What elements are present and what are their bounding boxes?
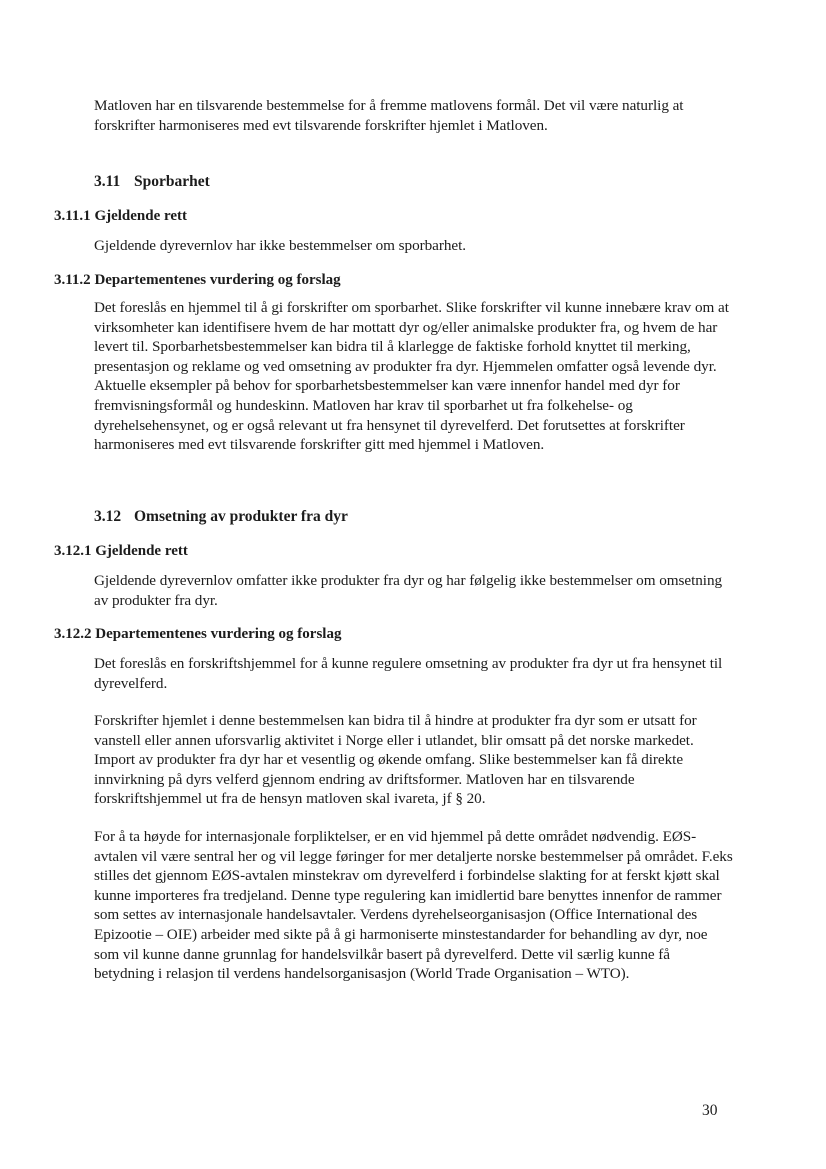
paragraph-3-12-2-b: Forskrifter hjemlet i denne bestemmelsen kan bidra til å hindre at produkter fra dyr som er utsatt for vanstell eller annen uforsvarlig aktivitet i Norge eller i utlandet, blir omsatt på det norske markedet. Import av produkter fra dyr har et vesentlig og økende omfang. Slike bestemmelser kan få direkte innvirkning på dyrs velferd gjennom endring av driftsformer. Matloven har en tilsvarende forskriftshjemmel ut fra de hensyn matloven skal ivareta, jf § 20. [94, 712, 697, 808]
subsection-title: Gjeldende rett [94, 208, 188, 224]
subsection-heading-3-11-2 [54, 272, 341, 289]
paragraph-3-12-1: Gjeldende dyrevernlov omfatter ikke produkter fra dyr og har følgelig ikke bestemmelser om omsetning av produkter fra dyr. [94, 572, 723, 609]
subsection-heading-3-11-1 [54, 208, 187, 225]
page-number: 30 [702, 1102, 718, 1119]
subsection-title: Departementenes vurdering og forslag [95, 626, 342, 642]
subsection-title: Departementenes vurdering og forslag [94, 272, 341, 288]
paragraph-3-11-2: Det foreslås en hjemmel til å gi forskrifter om sporbarhet. Slike forskrifter vil kunne innebære krav om at virksomheter kan identifisere hvem de har mottatt dyr og/eller animalske produkter fra, og hvem de har levert til. Sporbarhetsbestemmelser kan bidra til å klarlegge de faktiske forhold knyttet til merking, presentasjon og reklame og ved omsetning av produkter fra dyr. Hjemmelen omfatter også levende dyr. Aktuelle eksempler på behov for sporbarhetsbestemmelser kan være innenfor handel med dyr for fremvisningsformål og hundeskinn. Matloven har krav til sporbarhet ut fra folkehelse- og dyrehelsehensynet, og er også relevant ut fra hensynet til dyrevelferd. Det forutsettes at forskrifter harmoniseres med evt tilsvarende forskrifter gitt med hjemmel i Matloven. [94, 299, 729, 454]
subsection-number: 3.11.2 [54, 272, 91, 288]
section-title: Sporbarhet [134, 173, 210, 190]
subsection-number: 3.12.2 [54, 626, 92, 642]
subsection-number: 3.11.1 [54, 208, 91, 224]
intro-paragraph: Matloven har en tilsvarende bestemmelse for å fremme matlovens formål. Det vil være naturlig at forskrifter harmoniseres med evt tilsvarende forskrifter hjemlet i Matloven. [94, 97, 684, 134]
paragraph-3-12-2-a: Det foreslås en forskriftshjemmel for å kunne regulere omsetning av produkter fra dyr ut fra hensynet til dyrevelferd. [94, 655, 723, 692]
section-number: 3.11 [94, 173, 121, 190]
subsection-title: Gjeldende rett [95, 543, 188, 559]
section-heading-3-12 [94, 508, 348, 526]
subsection-heading-3-12-1 [54, 543, 188, 560]
section-title: Omsetning av produkter fra dyr [134, 508, 348, 525]
subsection-heading-3-12-2 [54, 626, 341, 643]
paragraph-3-11-1: Gjeldende dyrevernlov har ikke bestemmelser om sporbarhet. [94, 237, 467, 254]
section-heading-3-11 [94, 173, 210, 191]
section-number: 3.12 [94, 508, 122, 525]
subsection-number: 3.12.1 [54, 543, 92, 559]
paragraph-3-12-2-c: For å ta høyde for internasjonale forpliktelser, er en vid hjemmel på dette området nødvendig. EØS-avtalen vil være sentral her og vil legge føringer for mer detaljerte norske bestemmelser på området. F.eks stilles det gjennom EØS-avtalen minstekrav om dyrevelferd i forbindelse slakting for at ferskt kjøtt skal kunne importeres fra tredjeland. Denne type regulering kan imidlertid bare benyttes innenfor de rammer som settes av internasjonale handelsavtaler. Verdens dyrehelseorganisasjon (Office International des Epizootie – OIE) arbeider med sikte på å gi harmoniserte minstestandarder for behandling av dyr, noe som vil kunne danne grunnlag for handelsvilkår basert på dyrevelferd. Dette vil særlig kunne få betydning i relasjon til verdens handelsorganisasjon (World Trade Organisation – WTO). [94, 828, 733, 983]
